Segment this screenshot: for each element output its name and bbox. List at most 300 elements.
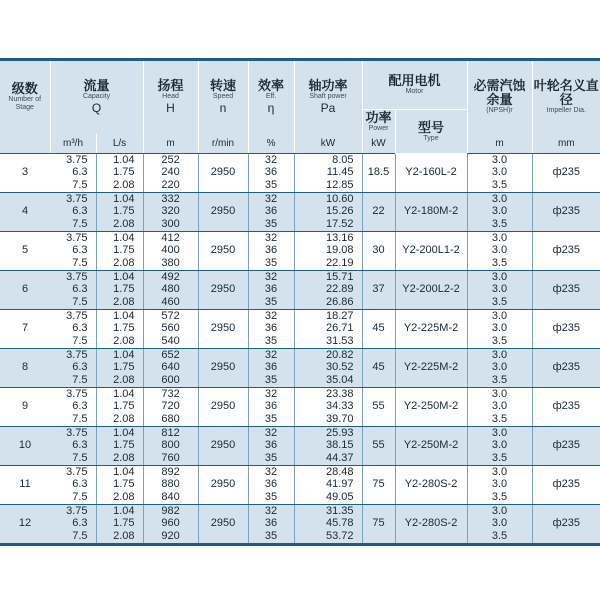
cell-eff — [248, 192, 294, 231]
cell-value: 7.5 — [72, 412, 88, 425]
cell-value: 6.3 — [72, 166, 88, 179]
cell-value: 6.3 — [72, 439, 88, 452]
cell-value: 32 — [264, 231, 278, 244]
cell-value: 892 — [161, 465, 180, 478]
cell-value: 3.0 — [491, 465, 508, 478]
cell-q — [50, 504, 96, 544]
cell-type: Y2-250M-2 — [395, 426, 467, 465]
cell-value: 982 — [161, 504, 180, 517]
cell-pa — [294, 504, 362, 544]
cell-value: 840 — [161, 490, 180, 503]
cell-value: 35 — [264, 217, 278, 230]
cell-value: 3.0 — [491, 348, 508, 361]
table-row — [0, 231, 600, 270]
cell-value: 35 — [264, 295, 278, 308]
cell-value: 3.5 — [491, 334, 508, 347]
cell-value: 35 — [264, 334, 278, 347]
cell-ls — [96, 309, 143, 348]
cell-value: 3.0 — [491, 322, 508, 335]
cell-value: 39.70 — [325, 412, 354, 425]
cell-stage: 8 — [0, 348, 50, 387]
cell-value: 3.5 — [491, 529, 508, 542]
cell-eff — [248, 504, 294, 544]
cell-value: 252 — [161, 153, 180, 166]
cell-value: 400 — [161, 244, 180, 257]
table-row — [0, 504, 600, 544]
unit-cell: m — [143, 134, 198, 154]
header-motor: 配用电机 Motor — [362, 60, 467, 110]
cell-value: 7.5 — [72, 529, 88, 542]
cell-value: 3.0 — [491, 231, 508, 244]
cell-pa — [294, 192, 362, 231]
table-row — [0, 426, 600, 465]
cell-value: 1.75 — [113, 283, 135, 296]
cell-npsh — [467, 231, 532, 270]
cell-value: 3.75 — [66, 270, 88, 283]
cell-value: 300 — [161, 217, 180, 230]
cell-value: 540 — [161, 334, 180, 347]
cell-q — [50, 387, 96, 426]
cell-value: 3.75 — [66, 309, 88, 322]
unit-cell: mm — [532, 134, 600, 154]
cell-value: 3.0 — [491, 387, 508, 400]
cell-stage: 10 — [0, 426, 50, 465]
cell-type: Y2-160L-2 — [395, 153, 467, 192]
cell-npsh — [467, 465, 532, 504]
cell-value: 19.08 — [325, 244, 354, 257]
cell-pa — [294, 348, 362, 387]
cell-h — [143, 309, 198, 348]
cell-value: 332 — [161, 192, 180, 205]
cell-eff — [248, 387, 294, 426]
header-head: 扬程 Head H — [143, 60, 198, 134]
cell-type: Y2-225M-2 — [395, 309, 467, 348]
unit-cell: r/min — [198, 134, 248, 154]
table-row — [0, 192, 600, 231]
cell-value: 8.05 — [332, 153, 354, 166]
cell-value: 320 — [161, 205, 180, 218]
table-row — [0, 309, 600, 348]
cell-value: 572 — [161, 309, 180, 322]
cell-value: 7.5 — [72, 256, 88, 269]
cell-value: 45.78 — [325, 517, 354, 530]
cell-q — [50, 270, 96, 309]
cell-value: 1.75 — [113, 166, 135, 179]
cell-value: 3.5 — [491, 295, 508, 308]
cell-value: 28.48 — [325, 465, 354, 478]
cell-pa — [294, 426, 362, 465]
cell-value: 1.75 — [113, 400, 135, 413]
cell-value: 3.0 — [491, 166, 508, 179]
cell-value: 3.75 — [66, 192, 88, 205]
cell-ls — [96, 192, 143, 231]
cell-value: 32 — [264, 426, 278, 439]
cell-value: 2.08 — [113, 373, 135, 386]
cell-ls — [96, 465, 143, 504]
cell-h — [143, 231, 198, 270]
performance-table — [0, 58, 600, 546]
cell-n: 2950 — [198, 309, 248, 348]
cell-value: 6.3 — [72, 283, 88, 296]
cell-value: 32 — [264, 270, 278, 283]
cell-value: 3.75 — [66, 387, 88, 400]
cell-ls — [96, 231, 143, 270]
cell-eff — [248, 465, 294, 504]
cell-value: 3.0 — [491, 439, 508, 452]
cell-h — [143, 504, 198, 544]
unit-cell: kW — [294, 134, 362, 154]
cell-value: 3.0 — [491, 244, 508, 257]
cell-value: 36 — [264, 205, 278, 218]
cell-p: 55 — [362, 426, 395, 465]
cell-value: 25.93 — [325, 426, 354, 439]
cell-npsh — [467, 192, 532, 231]
cell-value: 3.75 — [66, 153, 88, 166]
cell-value: 18.27 — [325, 309, 354, 322]
cell-dia: ф235 — [532, 504, 600, 544]
cell-q — [50, 153, 96, 192]
cell-value: 1.04 — [113, 192, 135, 205]
cell-value: 3.0 — [491, 192, 508, 205]
cell-value: 6.3 — [72, 517, 88, 530]
cell-pa — [294, 387, 362, 426]
cell-value: 1.75 — [113, 517, 135, 530]
cell-value: 732 — [161, 387, 180, 400]
cell-value: 36 — [264, 361, 278, 374]
cell-p: 18.5 — [362, 153, 395, 192]
cell-value: 36 — [264, 517, 278, 530]
cell-value: 32 — [264, 504, 278, 517]
units-row — [0, 134, 600, 154]
cell-value: 10.60 — [325, 192, 354, 205]
cell-ls — [96, 270, 143, 309]
header-capacity: 流量 Capacity Q — [50, 60, 143, 134]
cell-value: 17.52 — [325, 217, 354, 230]
header-motor-power: 功率 Power — [362, 110, 395, 134]
cell-value: 1.75 — [113, 322, 135, 335]
cell-value: 3.0 — [491, 270, 508, 283]
cell-value: 380 — [161, 256, 180, 269]
cell-stage: 5 — [0, 231, 50, 270]
cell-value: 2.08 — [113, 412, 135, 425]
cell-value: 32 — [264, 153, 278, 166]
cell-h — [143, 153, 198, 192]
cell-value: 412 — [161, 231, 180, 244]
cell-value: 35 — [264, 529, 278, 542]
header-speed: 转速 Speed n — [198, 60, 248, 134]
cell-value: 760 — [161, 451, 180, 464]
cell-value: 1.75 — [113, 244, 135, 257]
cell-p: 30 — [362, 231, 395, 270]
unit-cell: % — [248, 134, 294, 154]
header-motor-type: 型号 Type — [395, 110, 467, 154]
cell-q — [50, 348, 96, 387]
cell-value: 6.3 — [72, 400, 88, 413]
cell-value: 15.26 — [325, 205, 354, 218]
cell-q — [50, 426, 96, 465]
cell-value: 20.82 — [325, 348, 354, 361]
cell-value: 3.5 — [491, 217, 508, 230]
unit-cell: L/s — [96, 134, 143, 154]
cell-value: 240 — [161, 166, 180, 179]
cell-value: 1.04 — [113, 309, 135, 322]
cell-p: 37 — [362, 270, 395, 309]
cell-value: 2.08 — [113, 490, 135, 503]
cell-value: 3.0 — [491, 504, 508, 517]
cell-value: 3.75 — [66, 348, 88, 361]
cell-value: 35 — [264, 451, 278, 464]
cell-value: 31.35 — [325, 504, 354, 517]
cell-value: 6.3 — [72, 361, 88, 374]
cell-value: 3.0 — [491, 400, 508, 413]
cell-value: 480 — [161, 283, 180, 296]
cell-value: 3.75 — [66, 231, 88, 244]
cell-value: 36 — [264, 478, 278, 491]
cell-value: 13.16 — [325, 231, 354, 244]
cell-value: 600 — [161, 373, 180, 386]
cell-n: 2950 — [198, 153, 248, 192]
cell-type: Y2-280S-2 — [395, 504, 467, 544]
cell-value: 7.5 — [72, 451, 88, 464]
cell-n: 2950 — [198, 387, 248, 426]
cell-value: 2.08 — [113, 256, 135, 269]
cell-value: 1.04 — [113, 387, 135, 400]
cell-value: 1.04 — [113, 153, 135, 166]
cell-value: 32 — [264, 465, 278, 478]
cell-ls — [96, 153, 143, 192]
cell-value: 800 — [161, 439, 180, 452]
cell-value: 22.19 — [325, 256, 354, 269]
cell-p: 75 — [362, 465, 395, 504]
cell-p: 22 — [362, 192, 395, 231]
cell-value: 3.5 — [491, 256, 508, 269]
cell-value: 32 — [264, 192, 278, 205]
cell-q — [50, 231, 96, 270]
cell-ls — [96, 387, 143, 426]
cell-value: 3.0 — [491, 517, 508, 530]
cell-p: 55 — [362, 387, 395, 426]
table-body — [0, 153, 600, 544]
cell-npsh — [467, 387, 532, 426]
cell-pa — [294, 153, 362, 192]
cell-value: 220 — [161, 178, 180, 191]
cell-n: 2950 — [198, 504, 248, 544]
cell-value: 36 — [264, 244, 278, 257]
cell-value: 6.3 — [72, 244, 88, 257]
cell-h — [143, 348, 198, 387]
table-row — [0, 348, 600, 387]
cell-value: 36 — [264, 400, 278, 413]
cell-value: 3.75 — [66, 426, 88, 439]
cell-stage: 11 — [0, 465, 50, 504]
cell-value: 3.0 — [491, 478, 508, 491]
cell-npsh — [467, 348, 532, 387]
cell-value: 3.5 — [491, 490, 508, 503]
cell-value: 560 — [161, 322, 180, 335]
cell-value: 35 — [264, 412, 278, 425]
header-impeller: 叶轮名义直径 Impeller Dia. — [532, 60, 600, 134]
cell-q — [50, 465, 96, 504]
cell-value: 2.08 — [113, 295, 135, 308]
cell-n: 2950 — [198, 270, 248, 309]
cell-q — [50, 192, 96, 231]
cell-value: 492 — [161, 270, 180, 283]
cell-h — [143, 426, 198, 465]
cell-stage: 6 — [0, 270, 50, 309]
cell-value: 2.08 — [113, 334, 135, 347]
cell-value: 32 — [264, 387, 278, 400]
cell-value: 15.71 — [325, 270, 354, 283]
cell-value: 31.53 — [325, 334, 354, 347]
cell-stage: 7 — [0, 309, 50, 348]
table-row — [0, 387, 600, 426]
cell-value: 7.5 — [72, 178, 88, 191]
cell-value: 3.0 — [491, 283, 508, 296]
cell-dia: ф235 — [532, 387, 600, 426]
cell-value: 32 — [264, 348, 278, 361]
unit-cell: m³/h — [50, 134, 96, 154]
cell-q — [50, 309, 96, 348]
cell-value: 1.75 — [113, 205, 135, 218]
cell-dia: ф235 — [532, 231, 600, 270]
cell-value: 812 — [161, 426, 180, 439]
cell-value: 36 — [264, 283, 278, 296]
cell-value: 2.08 — [113, 178, 135, 191]
cell-stage: 12 — [0, 504, 50, 544]
cell-n: 2950 — [198, 231, 248, 270]
cell-value: 960 — [161, 517, 180, 530]
cell-value: 49.05 — [325, 490, 354, 503]
cell-value: 1.75 — [113, 439, 135, 452]
cell-npsh — [467, 153, 532, 192]
header-npsh: 必需汽蚀余量 (NPSH)r — [467, 60, 532, 134]
cell-type: Y2-200L2-2 — [395, 270, 467, 309]
cell-value: 680 — [161, 412, 180, 425]
cell-value: 35 — [264, 373, 278, 386]
cell-value: 7.5 — [72, 217, 88, 230]
cell-npsh — [467, 426, 532, 465]
cell-value: 1.04 — [113, 465, 135, 478]
cell-value: 460 — [161, 295, 180, 308]
cell-n: 2950 — [198, 426, 248, 465]
cell-value: 720 — [161, 400, 180, 413]
cell-h — [143, 387, 198, 426]
cell-dia: ф235 — [532, 465, 600, 504]
cell-n: 2950 — [198, 192, 248, 231]
cell-value: 1.04 — [113, 231, 135, 244]
cell-value: 2.08 — [113, 217, 135, 230]
cell-h — [143, 192, 198, 231]
cell-pa — [294, 231, 362, 270]
cell-value: 12.85 — [325, 178, 354, 191]
cell-type: Y2-280S-2 — [395, 465, 467, 504]
cell-eff — [248, 426, 294, 465]
cell-value: 3.0 — [491, 361, 508, 374]
unit-cell: m — [467, 134, 532, 154]
cell-eff — [248, 270, 294, 309]
cell-value: 7.5 — [72, 373, 88, 386]
cell-value: 1.75 — [113, 478, 135, 491]
cell-value: 34.33 — [325, 400, 354, 413]
cell-value: 36 — [264, 439, 278, 452]
cell-value: 36 — [264, 322, 278, 335]
cell-value: 3.0 — [491, 309, 508, 322]
cell-value: 3.5 — [491, 178, 508, 191]
cell-type: Y2-225M-2 — [395, 348, 467, 387]
cell-value: 53.72 — [325, 529, 354, 542]
cell-eff — [248, 153, 294, 192]
cell-dia: ф235 — [532, 153, 600, 192]
header-shaft-power: 轴功率 Shaft power Pa — [294, 60, 362, 134]
cell-value: 7.5 — [72, 295, 88, 308]
cell-value: 30.52 — [325, 361, 354, 374]
cell-eff — [248, 231, 294, 270]
cell-dia: ф235 — [532, 348, 600, 387]
cell-value: 41.97 — [325, 478, 354, 491]
cell-value: 35 — [264, 178, 278, 191]
cell-value: 1.04 — [113, 504, 135, 517]
cell-dia: ф235 — [532, 426, 600, 465]
cell-n: 2950 — [198, 465, 248, 504]
cell-npsh — [467, 504, 532, 544]
cell-value: 3.0 — [491, 205, 508, 218]
cell-pa — [294, 465, 362, 504]
spec-table-container — [0, 58, 600, 546]
cell-value: 1.75 — [113, 361, 135, 374]
cell-value: 11.45 — [326, 166, 354, 179]
cell-p: 75 — [362, 504, 395, 544]
cell-value: 6.3 — [72, 322, 88, 335]
cell-value: 38.15 — [325, 439, 354, 452]
cell-value: 880 — [161, 478, 180, 491]
cell-stage: 3 — [0, 153, 50, 192]
cell-npsh — [467, 270, 532, 309]
cell-dia: ф235 — [532, 270, 600, 309]
cell-value: 26.86 — [325, 295, 354, 308]
cell-type: Y2-200L1-2 — [395, 231, 467, 270]
cell-n: 2950 — [198, 348, 248, 387]
cell-value: 6.3 — [72, 205, 88, 218]
cell-value: 22.89 — [325, 283, 354, 296]
cell-value: 3.5 — [491, 373, 508, 386]
cell-type: Y2-250M-2 — [395, 387, 467, 426]
cell-dia: ф235 — [532, 309, 600, 348]
header-stage: 级数 Number of Stage — [0, 60, 50, 134]
cell-value: 3.5 — [491, 451, 508, 464]
cell-stage: 9 — [0, 387, 50, 426]
cell-value: 3.0 — [491, 153, 508, 166]
cell-h — [143, 465, 198, 504]
cell-value: 26.71 — [325, 322, 354, 335]
cell-value: 35.04 — [325, 373, 354, 386]
cell-value: 6.3 — [72, 478, 88, 491]
header-efficiency: 效率 Eff. η — [248, 60, 294, 134]
cell-value: 3.5 — [491, 412, 508, 425]
cell-ls — [96, 426, 143, 465]
cell-value: 2.08 — [113, 529, 135, 542]
cell-value: 1.04 — [113, 348, 135, 361]
cell-npsh — [467, 309, 532, 348]
table-row — [0, 465, 600, 504]
cell-value: 7.5 — [72, 490, 88, 503]
cell-value: 3.0 — [491, 426, 508, 439]
cell-value: 35 — [264, 490, 278, 503]
cell-value: 2.08 — [113, 451, 135, 464]
cell-pa — [294, 270, 362, 309]
cell-value: 1.04 — [113, 270, 135, 283]
cell-h — [143, 270, 198, 309]
cell-value: 23.38 — [325, 387, 354, 400]
